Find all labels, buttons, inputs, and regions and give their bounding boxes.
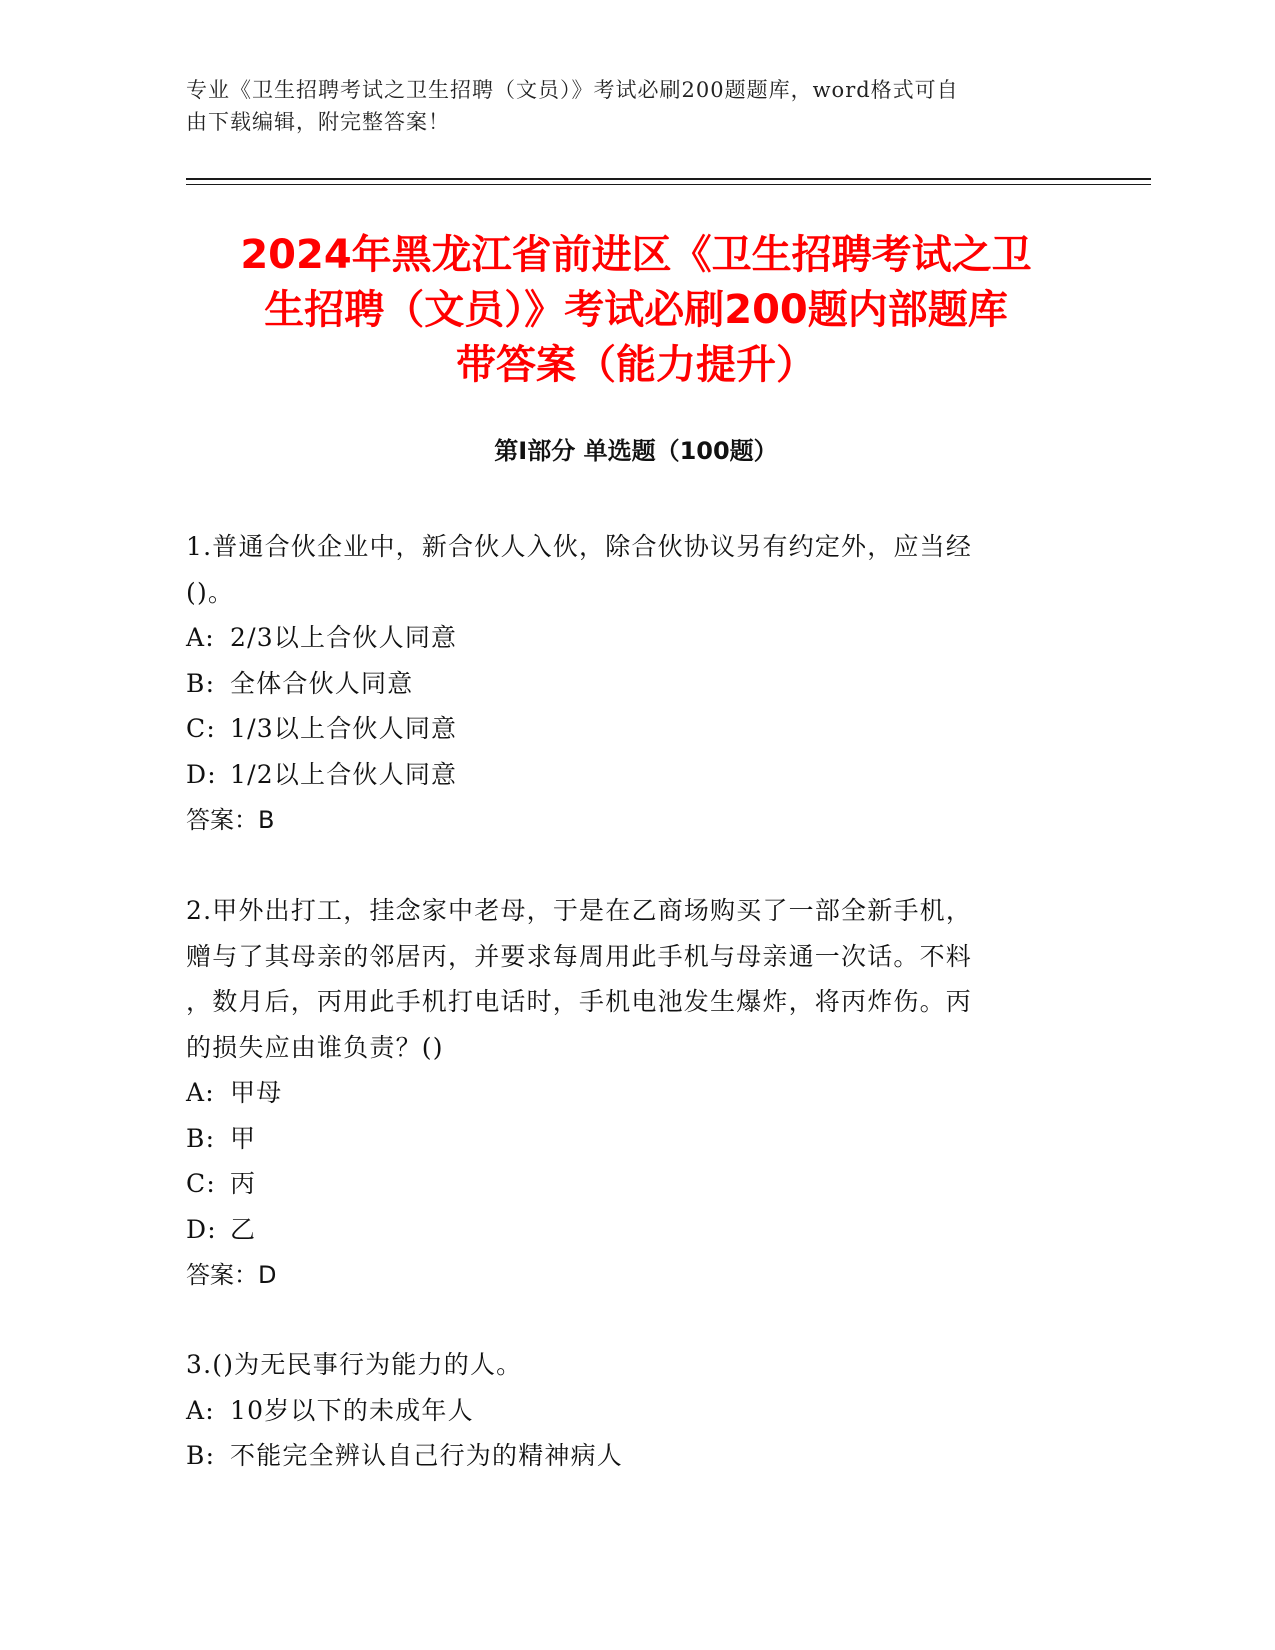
document-title-line-2: 生招聘（文员）》考试必刷200题内部题库 <box>264 287 1008 333</box>
option-b <box>186 661 1066 707</box>
question-2 <box>186 888 1066 1298</box>
option-text: 2/3以上合伙人同意 <box>230 623 458 652</box>
option-a <box>186 1070 1066 1116</box>
option-text: 1/2以上合伙人同意 <box>230 759 458 789</box>
option-key: A: <box>186 623 215 652</box>
option-text: 甲 <box>230 1123 257 1153</box>
option-key: D: <box>186 1214 217 1244</box>
option-d <box>186 752 1066 798</box>
header-divider-thin <box>186 184 1151 185</box>
option-text: 全体合伙人同意 <box>230 668 414 698</box>
option-key: C: <box>186 1169 216 1198</box>
question-stem-line: ，数月后，丙用此手机打电话时，手机电池发生爆炸，将丙炸伤。丙 <box>186 987 973 1016</box>
question-stem-line: 1.普通合伙企业中，新合伙人入伙，除合伙协议另有约定外，应当经 <box>186 532 973 561</box>
document-title-line-1: 2024年黑龙江省前进区《卫生招聘考试之卫 <box>240 232 1032 278</box>
option-key: B: <box>186 668 216 698</box>
option-text: 10岁以下的未成年人 <box>230 1395 474 1425</box>
option-key: B: <box>186 1441 216 1470</box>
section-heading: 第Ⅰ部分 单选题（100题） <box>494 437 778 465</box>
option-key: C: <box>186 714 216 743</box>
question-stem-line: ()。 <box>186 577 235 607</box>
question-stem-line: 的损失应由谁负责？() <box>186 1032 444 1062</box>
answer: 答案：B <box>186 806 275 834</box>
option-b <box>186 1116 1066 1162</box>
option-c <box>186 1161 1066 1207</box>
answer: 答案：D <box>186 1261 277 1289</box>
option-text: 乙 <box>230 1214 257 1244</box>
option-a <box>186 1388 1066 1434</box>
question-stem-line: 赠与了其母亲的邻居丙，并要求每周用此手机与母亲通一次话。不料 <box>186 941 973 971</box>
header-divider-thick <box>186 178 1151 180</box>
document-title <box>186 228 1086 393</box>
header-note <box>186 74 1066 138</box>
document-title-line-3: 带答案（能力提升） <box>456 342 816 388</box>
option-key: A: <box>186 1078 215 1107</box>
option-a <box>186 615 1066 661</box>
option-c <box>186 706 1066 752</box>
header-note-line-1: 专业《卫生招聘考试之卫生招聘（文员）》考试必刷200题题库，word格式可自 <box>186 78 959 102</box>
question-3 <box>186 1342 1066 1479</box>
question-stem-line: 2.甲外出打工，挂念家中老母，于是在乙商场购买了一部全新手机， <box>186 896 973 925</box>
question-1 <box>186 524 1066 843</box>
option-key: A: <box>186 1395 215 1425</box>
option-key: B: <box>186 1123 216 1153</box>
option-d <box>186 1207 1066 1253</box>
option-text: 1/3以上合伙人同意 <box>230 714 458 743</box>
option-text: 甲母 <box>230 1078 283 1107</box>
option-b <box>186 1433 1066 1479</box>
question-stem-line: 3.()为无民事行为能力的人。 <box>186 1350 523 1379</box>
option-text: 丙 <box>230 1169 257 1198</box>
option-text: 不能完全辨认自己行为的精神病人 <box>230 1441 624 1470</box>
option-key: D: <box>186 759 217 789</box>
header-note-line-2: 由下载编辑，附完整答案！ <box>186 110 450 134</box>
